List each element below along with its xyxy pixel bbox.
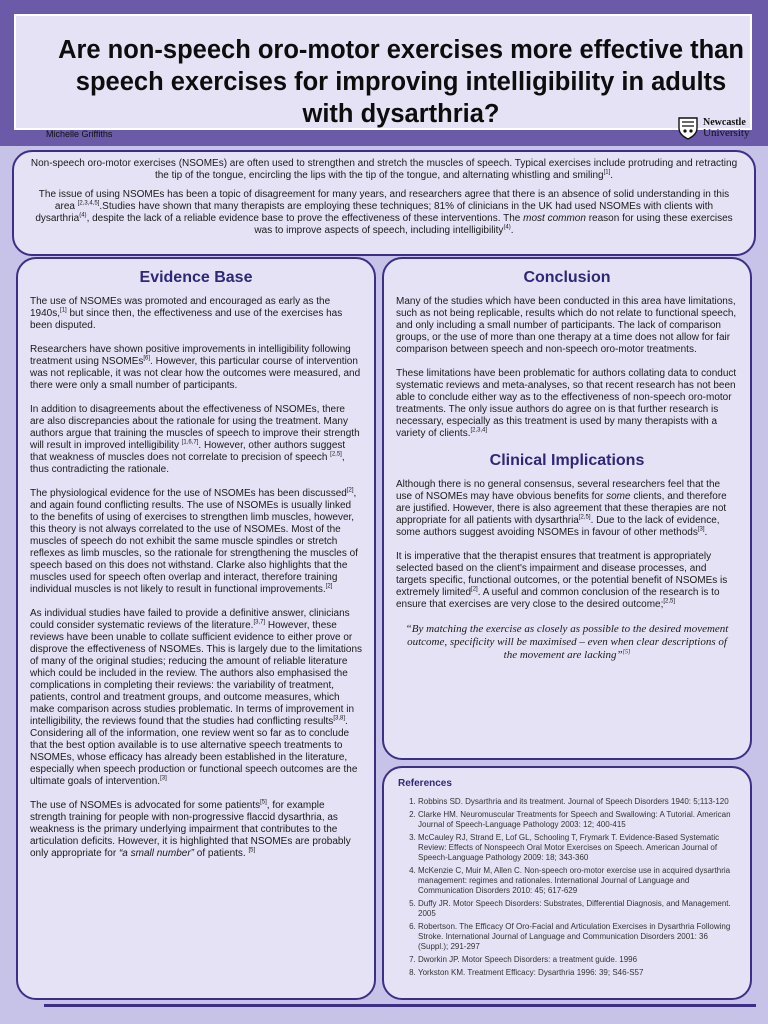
reference-item: 6. Robertson. The Efficacy Of Oro-Facial and Articulation Exercises in Dysarthria Following Stroke. International Journal of Language and Communication Disorders 2001: 36 (Suppl.); 291-297 — [418, 922, 738, 952]
evidence-paragraph-4: The physiological evidence for the use of NSOMEs has been discussed[2], and again found conflicting results. The use of NSOMEs is usually linked to the benefits of using of exercises to strengthen limb muscles, however, this theory is not always correlated to the use of NSOMEs. Most of the muscles of speech do not exhibit the same muscle spindles or stretch reflexes as limb muscles, so the rationale for strengthening the muscles of speech based on this does not withstand. Clarke also highlights that the muscles used for speech often overlap and interact, therefore training individual muscles is not likely to result in functional improvements.[2] — [30, 487, 358, 595]
reference-item: 7. Dworkin JP. Motor Speech Disorders: a treatment guide. 1996 — [418, 955, 738, 965]
clinical-heading: Clinical Implications — [489, 452, 645, 469]
evidence-paragraph-2: Researchers have shown positive improvements in intelligibility following treatment using NSOMEs[6]. However, this particular course of intervention was not replicable, it was not clear how the outcomes were measured, and there were only a small number of participants. — [30, 344, 361, 391]
evidence-heading: Evidence Base — [139, 269, 253, 286]
poster-title: Are non-speech oro-motor exercises more effective than speech exercises for improving intelligibility in adults with dysarthria? — [58, 36, 744, 128]
evidence-paragraph-6: The use of NSOMEs is advocated for some patients[5], for example strength training for people with non-progressive flaccid dysarthria, as weakness is the primary underlying impairment that contributes to the articulation deficits. However, it is highlighted that NSOMEs are probably only appropriate for “a small number” of patients. [5] — [30, 799, 351, 859]
reference-item: 2. Clarke HM. Neuromuscular Treatments for Speech and Swallowing: A Tutorial. American Journal of Speech-Language Pathology 2003: 12; 400-415 — [418, 810, 738, 830]
university-crest-icon — [676, 116, 700, 140]
intro-paragraph-1: Non-speech oro-motor exercises (NSOMEs) are often used to strengthen and stretch the muscles of speech. Typical exercises include protruding and retracting the tip of the tongue, encircling the lips with the tip of the tongue, and alternating whistling and smiling[1]. — [30, 158, 738, 181]
conclusion-paragraph-2: These limitations have been problematic for authors collating data to conduct systematic reviews and meta-analyses, so that recent research has not been able to conclude either way as to the effectiveness of non-speech oro-motor treatments. The only issue authors do agree on is that further research is necessary, especially as this treatment is used by many therapists with a variety of clients.[2,3,4] — [396, 368, 737, 439]
header-box — [14, 14, 752, 139]
reference-item: 8. Yorkston KM. Treatment Efficacy: Dysarthria 1996: 39; S46-S57 — [418, 968, 738, 978]
author-name: Michelle Griffiths — [46, 129, 113, 139]
reference-item: 1. Robbins SD. Dysarthria and its treatment. Journal of Speech Disorders 1940: 5;113-120 — [418, 797, 738, 807]
clinical-paragraph-2: It is imperative that the therapist ensures that treatment is appropriately selected based on the client's impairment and disease processes, and targets specific, functional outcomes, or the potential benefit of NSOMEs is extremely limited[2]. A useful and common conclusion of the research is to ensure that exercises are very close to the desired outcome;[2,5] — [396, 551, 728, 610]
references-heading: References — [398, 778, 452, 789]
intro-paragraph-2: The issue of using NSOMEs has been a topic of disagreement for many years, and researchers agree that there is an absence of solid understanding in this area [2,3,4,5].Studies have shown that many therapists are employing these techniques; 81% of clinicians in the UK had used NSOMEs with clients with dysarthria$^{(4)}$, despite the lack of a reliable evidence base to prove the effectiveness of these interventions. The most common reason for using these exercises was to improve aspects of speech, including intelligibility$^{(4)}$. — [35, 189, 733, 236]
intro-panel — [12, 150, 756, 256]
bottom-divider — [44, 1004, 756, 1007]
references-panel — [382, 766, 752, 1000]
clinical-paragraph-1: Although there is no general consensus, several researchers feel that the use of NSOMEs may have obvious benefits for some clients, and therefore are justified. However, there is also agreement that these therapies are not appropriate for all patients with dysarthria[2,5]. Due to the lack of evidence, some authors suggest avoiding NSOMEs in favour of other methods[3]. — [396, 479, 727, 538]
evidence-paragraph-1: The use of NSOMEs was promoted and encouraged as early as the 1940s,[1] but since then, the effectiveness and use of the exercises has been disputed. — [30, 296, 343, 331]
reference-item: 5. Duffy JR. Motor Speech Disorders: Substrates, Differential Diagnosis, and Management. 2005 — [418, 899, 738, 919]
references-list — [396, 797, 738, 978]
evidence-paragraph-5: As individual studies have failed to provide a definitive answer, clinicians could consider systematic reviews of the literature.[3,7] However, these reviews have been unable to collate sufficient evidence to either prove or disprove the effectiveness of NSOMEs. This is largely due to the limitations of many of the original studies; reducing the amount of reliable literature which could be included in the review. The authors also emphasised the complications in completing their reviews: the variability of treatment, patients, control and treatment groups, and outcome measures, which make comparison across studies problematic. In terms of improvement in intelligibility, the reviews found that the studies had conflicting results[3,8]. Considering all of the information, one review went so far as to conclude that the best option available is to use alternative speech treatments to NSOMEs, whose efficacy has already been established in the literature, especially when speech production or functional speech outcomes are the ultimate goals of intervention.[3] — [30, 608, 363, 787]
conclusion-heading: Conclusion — [523, 269, 611, 286]
evidence-base-panel — [16, 257, 376, 1000]
university-logo — [676, 112, 766, 144]
logo-line-2: University — [703, 127, 750, 139]
conclusion-panel — [382, 257, 752, 760]
conclusion-paragraph-1: Many of the studies which have been conducted in this area have limitations, such as not being replicable, results which do not relate to functional speech, and only including a small number of participants. The lack of comparison groups, or the use of more than one therapy at a time does not allow for fair comparison between speech and non-speech oro-motor treatments. — [396, 296, 737, 355]
evidence-paragraph-3: In addition to disagreements about the effectiveness of NSOMEs, there are also discrepancies about the rationale for using the treatment. Many authors argue that training the muscles of speech to improve their strength will result in improved intelligibility [1,6,7]. However, other authors suggest that weakness of muscles does not correlate to precision of speech [2,5], thus contradicting the rationale. — [30, 404, 360, 475]
clinical-quote: “By matching the exercise as closely as possible to the desired movement outcome, specificity will be maximised – even when clear descriptions of the movement are lacking”[5] — [405, 623, 729, 661]
logo-line-1: Newcastle — [703, 117, 746, 128]
reference-item: 3. McCauley RJ, Strand E, Lof GL, Schooling T, Frymark T. Evidence-Based Systematic Review: Effects of Nonspeech Oral Motor Exercises on Speech. American Journal of Speech-Language Pathology 2009: 18; 343-360 — [418, 833, 738, 863]
reference-item: 4. McKenzie C, Muir M, Allen C. Non-speech oro-motor exercise use in acquired dysarthria management: regimes and rationales. International Journal of Language and Communication Disorders 2010: 45; 617-629 — [418, 866, 738, 896]
